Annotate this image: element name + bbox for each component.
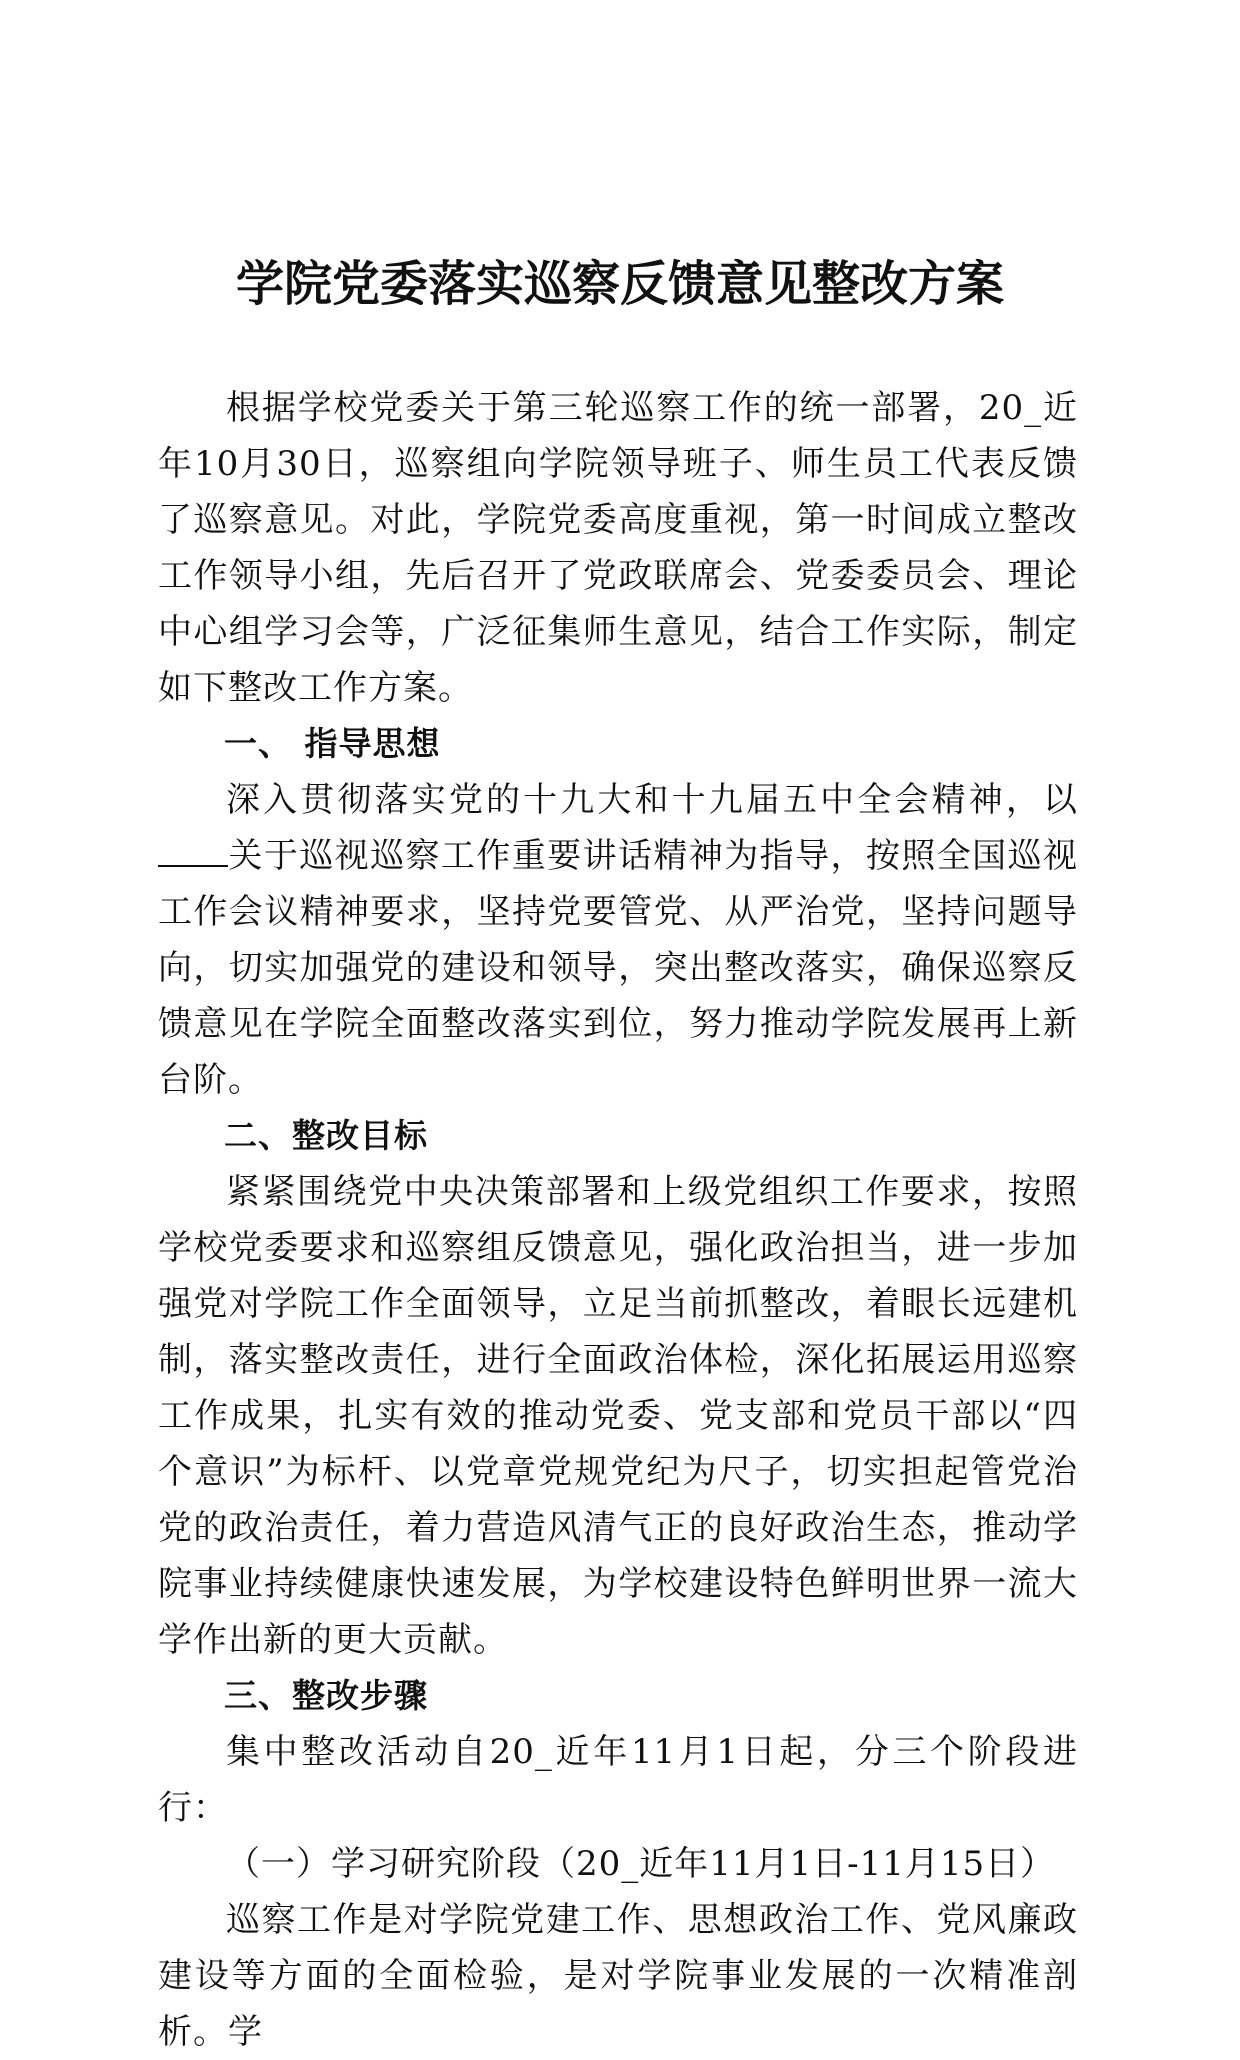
document-body	[158, 380, 1078, 2060]
guiding-thought-text-end: 关于巡视巡察工作重要讲话精神为指导，按照全国巡视工作会议精神要求，坚持党要管党、从严治党，坚持问题导向，切实加强党的建设和领导，突出整改落实，确保巡察反馈意见在学院全面整改落实到位，努力推动学院发展再上新台阶。	[158, 836, 1078, 1100]
section-heading-goals: 二、整改目标	[224, 1116, 428, 1155]
intro-paragraph: 根据学校党委关于第三轮巡察工作的统一部署，20_近年10月30日，巡察组向学院领导班子、师生员工代表反馈了巡察意见。对此，学院党委高度重视，第一时间成立整改工作领导小组，先后召开了党政联席会、党委委员会、理论中心组学习会等，广泛征集师生意见，结合工作实际，制定如下整改工作方案。	[158, 388, 1078, 708]
guiding-thought-text-start: 深入贯彻落实党的十九大和十九届五中全会精神，以	[226, 780, 1078, 820]
section-heading-guiding-thought: 一、 指导思想	[224, 724, 441, 763]
document-title: 学院党委落实巡察反馈意见整改方案	[235, 256, 1004, 312]
guiding-thought-paragraph	[158, 772, 1078, 1108]
fill-in-blank	[158, 835, 228, 867]
stage1-title: （一）学习研究阶段（20_近年11月1日-11月15日）	[226, 1844, 1056, 1884]
stage1-paragraph: 巡察工作是对学院党建工作、思想政治工作、党风廉政建设等方面的全面检验，是对学院事业发展的一次精准剖析。学	[158, 1900, 1078, 2052]
section-heading-steps: 三、整改步骤	[224, 1676, 428, 1715]
goals-paragraph: 紧紧围绕党中央决策部署和上级党组织工作要求，按照学校党委要求和巡察组反馈意见，强化政治担当，进一步加强党对学院工作全面领导，立足当前抓整改，着眼长远建机制，落实整改责任，进行全面政治体检，深化拓展运用巡察工作成果，扎实有效的推动党委、党支部和党员干部以“四个意识”为标杆、以党章党规党纪为尺子，切实担起管党治党的政治责任，着力营造风清气正的良好政治生态，推动学院事业持续健康快速发展，为学校建设特色鲜明世界一流大学作出新的更大贡献。	[158, 1172, 1078, 1660]
steps-paragraph: 集中整改活动自20_近年11月1日起，分三个阶段进行：	[158, 1732, 1078, 1828]
